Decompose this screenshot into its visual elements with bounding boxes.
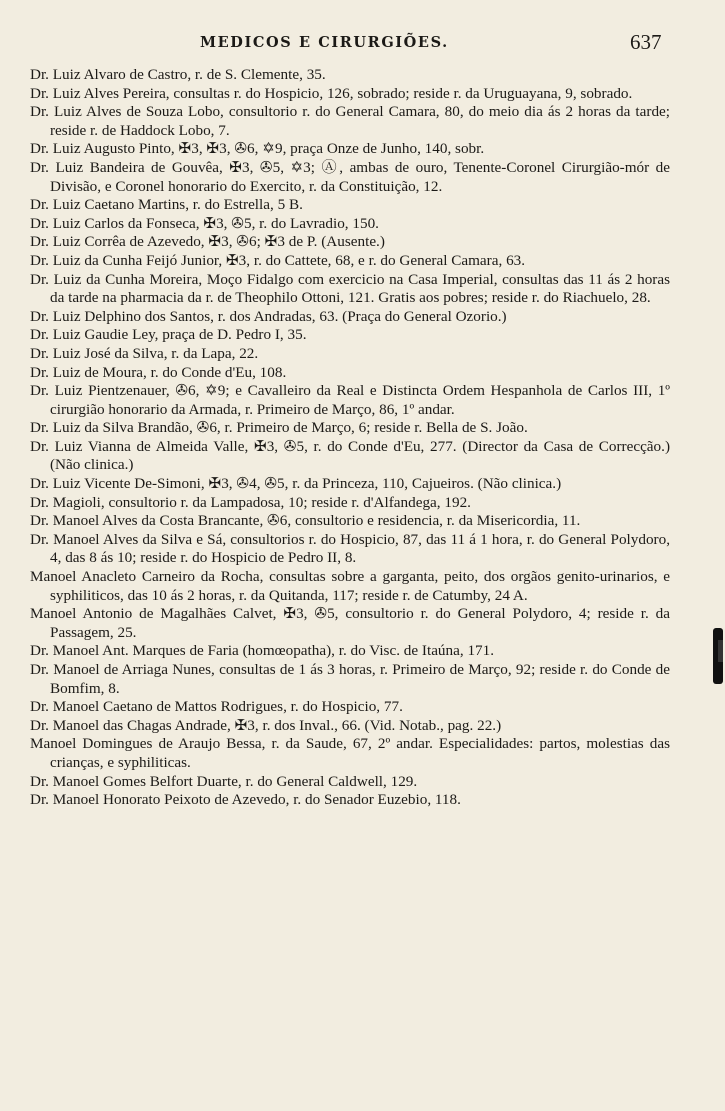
page-header	[0, 30, 725, 58]
directory-entry: Dr. Manoel Caetano de Mattos Rodrigues, r. do Hospicio, 77.	[30, 698, 403, 716]
directory-listing	[30, 66, 670, 810]
directory-entry: Dr. Manoel Gomes Belfort Duarte, r. do General Caldwell, 129.	[30, 772, 418, 790]
directory-entry: Dr. Luiz José da Silva, r. da Lapa, 22.	[30, 344, 259, 362]
directory-entry: Dr. Luiz Vianna de Almeida Valle, ✠3, ✇5, r. do Conde d'Eu, 277. (Director da Casa de Correcção.) (Não clinica.)	[30, 437, 670, 474]
directory-entry: Dr. Luiz Augusto Pinto, ✠3, ✠3, ✇6, ✡9, praça Onze de Junho, 140, sobr.	[30, 140, 485, 158]
directory-entry: Dr. Luiz Pientzenauer, ✇6, ✡9; e Cavalleiro da Real e Distincta Ordem Hespanhola de Carlos III, 1º cirurgião honorario da Armada, r. Primeiro de Março, 86, 1º andar.	[30, 382, 670, 418]
directory-entry: Dr. Magioli, consultorio r. da Lampadosa, 10; reside r. d'Alfandega, 192.	[30, 493, 471, 511]
directory-entry: Dr. Luiz Bandeira de Gouvêa, ✠3, ✇5, ✡3; Ⓐ, ambas de ouro, Tenente-Coronel Cirurgião-mór de Divisão, e Coronel honorario do Exercito, r. da Constituição, 12.	[30, 158, 670, 195]
directory-entry: Dr. Luiz Alves Pereira, consultas r. do Hospicio, 126, sobrado; reside r. da Uruguayana, 9, sobrado.	[30, 84, 633, 102]
directory-entry: Dr. Luiz da Silva Brandão, ✇6, r. Primeiro de Março, 6; reside r. Bella de S. João.	[30, 419, 528, 437]
directory-entry: Dr. Luiz Vicente De-Simoni, ✠3, ✇4, ✇5, r. da Princeza, 110, Cajueiros. (Não clinica.)	[30, 475, 562, 493]
directory-entry: Dr. Luiz Carlos da Fonseca, ✠3, ✇5, r. do Lavradio, 150.	[30, 214, 379, 232]
directory-entry: Dr. Luiz da Cunha Feijó Junior, ✠3, r. do Cattete, 68, e r. do General Camara, 63.	[30, 251, 526, 269]
page-number: 637	[630, 30, 662, 54]
directory-entry: Dr. Luiz Corrêa de Azevedo, ✠3, ✇6; ✠3 de P. (Ausente.)	[30, 233, 385, 251]
directory-entry: Dr. Luiz da Cunha Moreira, Moço Fidalgo com exercicio na Casa Imperial, consultas das 11 ás 2 horas da tarde na pharmacia da r. de Theophilo Ottoni, 121. Gratis aos pobres; reside r. do Riachuelo, 28.	[30, 270, 670, 307]
directory-entry: Dr. Luiz Gaudie Ley, praça de D. Pedro I, 35.	[30, 326, 307, 344]
directory-entry: Dr. Manoel Alves da Silva e Sá, consultorios r. do Hospicio, 87, das 11 á 1 hora, r. do General Polydoro, 4, das 8 ás 10; reside r. do Hospicio de Pedro II, 8.	[30, 530, 670, 567]
binding-edge-mark	[718, 640, 723, 662]
directory-entry: Manoel Antonio de Magalhães Calvet, ✠3, ✇5, consultorio r. do General Polydoro, 4; reside r. da Passagem, 25.	[30, 605, 670, 641]
directory-entry: Manoel Anacleto Carneiro da Rocha, consultas sobre a garganta, peito, dos orgãos genito-urinarios, e syphiliticos, das 10 ás 2 horas, r. da Quitanda, 117; reside r. de Catumby, 24 A.	[30, 568, 670, 604]
directory-entry: Manoel Domingues de Araujo Bessa, r. da Saude, 67, 2º andar. Especialidades: partos, molestias das crianças, e syphiliticas.	[30, 735, 670, 771]
directory-entry: Dr. Manoel Ant. Marques de Faria (homœopatha), r. do Visc. de Itaúna, 171.	[30, 642, 495, 660]
directory-entry: Dr. Luiz de Moura, r. do Conde d'Eu, 108.	[30, 363, 287, 381]
directory-entry: Dr. Luiz Alvaro de Castro, r. de S. Clemente, 35.	[30, 66, 326, 83]
directory-entry: Dr. Manoel Alves da Costa Brancante, ✇6, consultorio e residencia, r. da Misericordia, 11.	[30, 512, 581, 530]
directory-entry: Dr. Manoel de Arriaga Nunes, consultas de 1 ás 3 horas, r. Primeiro de Março, 92; reside r. do Conde de Bomfim, 8.	[30, 661, 670, 697]
directory-entry: Dr. Luiz Alves de Souza Lobo, consultorio r. do General Camara, 80, do meio dia ás 2 horas da tarde; reside r. de Haddock Lobo, 7.	[30, 103, 670, 139]
running-title: MEDICOS E CIRURGIÕES.	[200, 34, 449, 51]
directory-entry: Dr. Luiz Delphino dos Santos, r. dos Andradas, 63. (Praça do General Ozorio.)	[30, 307, 507, 325]
directory-entry: Dr. Manoel Honorato Peixoto de Azevedo, r. do Senador Euzebio, 118.	[30, 791, 461, 809]
directory-entry: Dr. Luiz Caetano Martins, r. do Estrella, 5 B.	[30, 196, 303, 214]
directory-entry: Dr. Manoel das Chagas Andrade, ✠3, r. dos Inval., 66. (Vid. Notab., pag. 22.)	[30, 716, 502, 734]
